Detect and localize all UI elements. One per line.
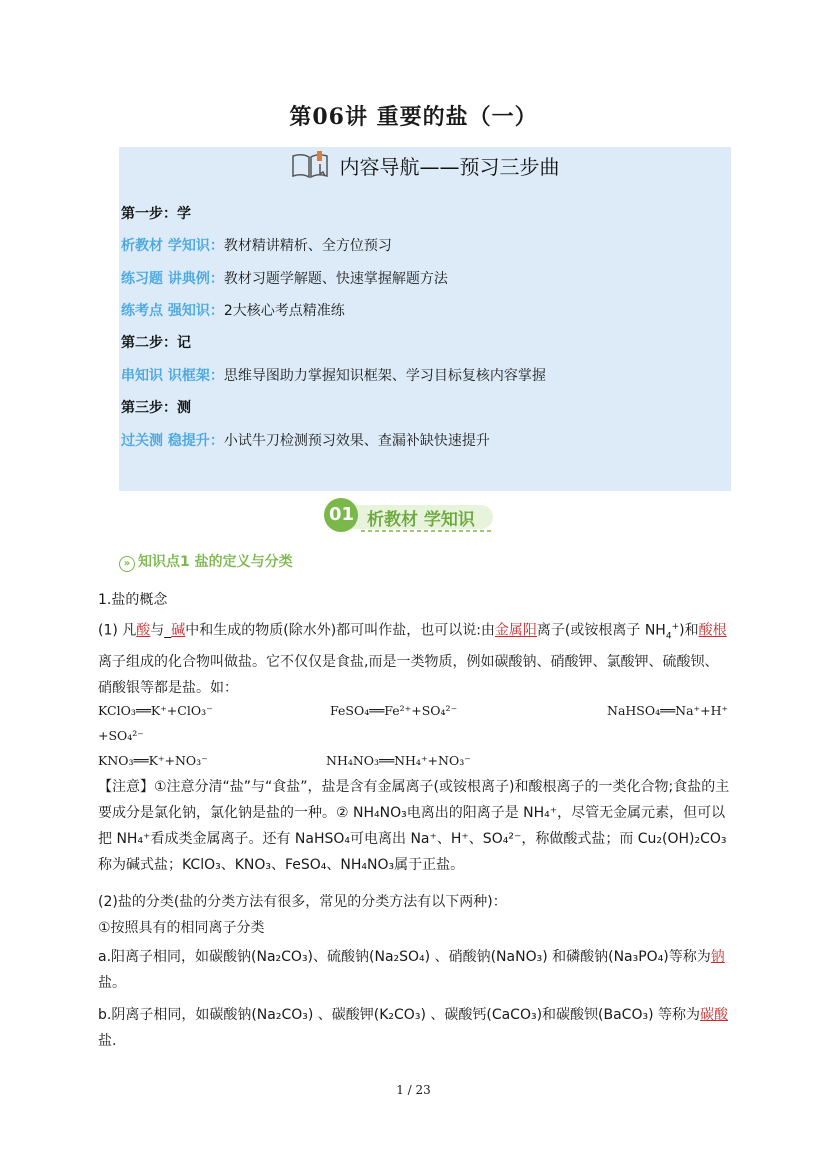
paragraph-same-anion [98,1002,730,1054]
arrow-circle-icon: » [119,556,135,572]
nav-item-4 [121,365,546,385]
nav-item-5 [121,430,490,450]
step-2: 第二步：记 [121,335,191,351]
knowledge-point-heading [119,551,293,572]
nav-heading-text: 内容导航——预习三步曲 [339,154,560,179]
text-run: (1) 凡 [98,622,137,639]
nav-item-label: 练习题 讲典例： [121,271,224,287]
text-run: 离子(或铵根离子 NH [536,622,666,639]
badge-label: 析教材 学知识 [367,510,475,530]
equation-feso4: FeSO₄══Fe²⁺+SO₄²⁻ [330,703,458,718]
nav-heading [119,150,731,184]
equation-kclo3: KClO₃══K⁺+ClO₃⁻ [98,703,213,718]
text-run: 盐. [98,1033,117,1049]
nav-item-text: 2大核心考点精准练 [223,303,345,319]
text-run: a.阳离子相同，如碳酸钠(Na₂CO₃)、硫酸钠(Na₂SO₄) 、硝酸钠(NaNO₃) 和磷酸钠(Na₃PO₄)等称为 [98,949,711,965]
equation-nh4no3: NH₄NO₃══NH₄⁺+NO₃⁻ [326,753,471,768]
text-run: 中和生成的物质(除水外)都可叫作盐，也可以说:由 [185,622,495,639]
step-3: 第三步：测 [121,400,191,416]
classify-by-ion: ①按照具有的相同离子分类 [98,920,265,936]
paragraph-same-cation [98,944,730,996]
text-run: b.阴离子相同，如碳酸钠(Na₂CO₃) 、碳酸钾(K₂CO₃) 、碳酸钙(CaCO₃)和碳酸钡(BaCO₃) 等称为 [98,1007,701,1023]
section-badge [321,497,499,535]
badge-number: 01 [329,504,355,525]
keyword-sodium: 钠 [710,949,725,965]
superscript: + [671,622,680,632]
knowledge-point-text: 知识点1 盐的定义与分类 [138,554,293,570]
book-icon [290,150,330,180]
text-run: 盐。 [98,975,126,991]
equation-kno3: KNO₃══K⁺+NO₃⁻ [98,753,208,768]
nav-item-text: 小试牛刀检测预习效果、查漏补缺快速提升 [223,433,490,449]
nav-item-text: 教材精讲精析、全方位预习 [223,238,392,254]
nav-item-1 [121,235,392,255]
classify-heading: (2)盐的分类(盐的分类方法有很多，常见的分类方法有以下两种)： [98,894,507,910]
note-paragraph: 【注意】①注意分清“盐”与“食盐”，盐是含有金属离子(或铵根离子)和酸根离子的一类化合物;食盐的主要成分是氯化钠，氯化钠是盐的一种。② NH₄NO₃电离出的阳离子是 NH₄⁺，尽管无金属元素，但可以把 NH₄⁺看成类金属离子。还有 NaHSO₄可电离出 Na⁺、H⁺、SO₄²⁻，称做酸式盐；而 Cu₂(OH)₂CO₃称为碱式盐；KClO₃、KNO₃、FeSO₄、NH₄NO₃属于正盐。 [98,779,730,873]
keyword-acid-radical: 酸根 [698,622,727,639]
text-run: )和 [679,622,699,639]
nav-item-3 [121,300,345,320]
subscript: 4 [665,631,672,642]
nav-item-label: 析教材 学知识： [121,238,224,254]
equation-nahso4-cont: +SO₄²⁻ [98,728,144,743]
keyword-base: 碱 [171,622,186,639]
text-run: 与_ [150,622,172,639]
content-navigation-box [119,147,731,491]
nav-item-2 [121,268,448,288]
paragraph-definition [98,614,730,701]
concept-heading: 1.盐的概念 [98,592,168,608]
nav-item-label: 过关测 稳提升： [121,433,224,449]
nav-item-label: 练考点 强知识： [121,303,224,319]
page-title: 第06讲 重要的盐（一） [289,104,538,130]
equation-nahso4: NaHSO₄══Na⁺+H⁺ [607,703,729,718]
nav-item-text: 教材习题学解题、快速掌握解题方法 [223,271,448,287]
page-number: 1 / 23 [396,1083,431,1097]
nav-item-label: 串知识 识框架： [121,368,224,384]
nav-item-text: 思维导图助力掌握知识框架、学习目标复核内容掌握 [223,368,546,384]
keyword-carbonate: 碳酸 [700,1007,729,1023]
keyword-metal-cation: 金属阳 [494,622,537,639]
text-run: 离子组成的化合物叫做盐。它不仅仅是食盐,而是一类物质，例如碳酸钠、硝酸钾、氯酸钾、硫酸钡、硝酸银等都是盐。如： [98,654,719,697]
step-1: 第一步：学 [121,206,191,222]
keyword-acid: 酸 [136,622,151,639]
